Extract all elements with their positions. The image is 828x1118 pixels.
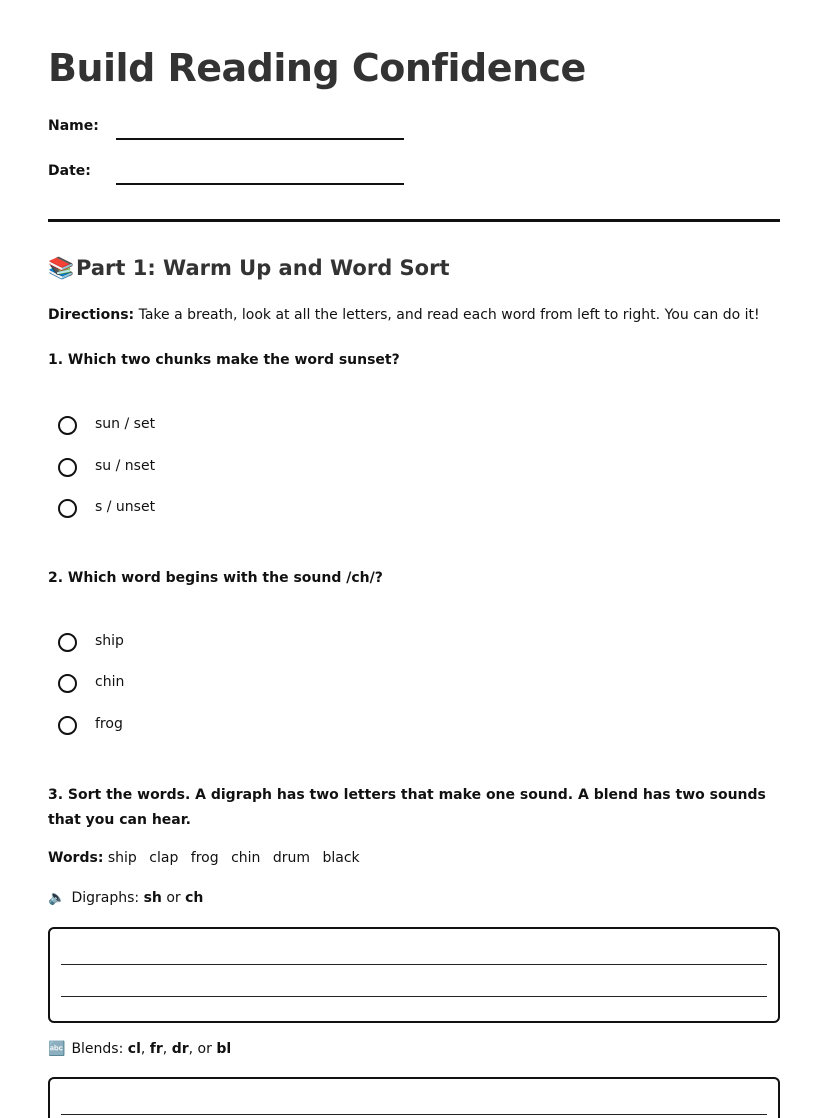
digraphs-answer-box[interactable]	[48, 927, 780, 1023]
header-divider	[48, 219, 780, 222]
blends-answer-box[interactable]	[48, 1077, 780, 1118]
q1-option-1[interactable]	[58, 415, 358, 441]
radio-button[interactable]	[58, 416, 77, 435]
digraphs-prompt	[48, 890, 203, 906]
blend-separator: ,	[140, 1041, 150, 1057]
blend-separator: , or	[188, 1041, 217, 1057]
directions-text: Take a breath, look at all the letters, and read each word from left to right. You can do it!	[134, 307, 760, 323]
blend-fr: fr	[149, 1041, 163, 1057]
option-label: chin	[95, 674, 125, 690]
q2-option-3[interactable]	[58, 715, 358, 741]
radio-button[interactable]	[58, 716, 77, 735]
digraphs-label: Digraphs:	[71, 890, 140, 906]
word-item: chin	[231, 850, 261, 866]
radio-button[interactable]	[58, 674, 77, 693]
write-line	[61, 964, 767, 965]
blends-label: Blends:	[71, 1041, 124, 1057]
option-label: frog	[95, 716, 123, 732]
write-line	[61, 1114, 767, 1115]
blend-separator: ,	[162, 1041, 172, 1057]
date-label: Date:	[48, 163, 91, 179]
digraph-separator: or	[161, 890, 186, 906]
directions	[48, 307, 760, 323]
blends-prompt	[48, 1041, 231, 1057]
blend-bl: bl	[216, 1041, 232, 1057]
date-field[interactable]	[48, 163, 408, 193]
blend-dr: dr	[171, 1041, 189, 1057]
part1-title	[48, 256, 450, 281]
digraph-ch: ch	[185, 890, 204, 906]
word-item: black	[322, 850, 360, 866]
q1-option-2[interactable]	[58, 457, 358, 483]
word-item: ship	[107, 850, 137, 866]
word-item: clap	[149, 850, 179, 866]
q1-option-3[interactable]	[58, 498, 358, 524]
option-label: ship	[95, 633, 124, 649]
radio-button[interactable]	[58, 499, 77, 518]
part1-title-text: Part 1: Warm Up and Word Sort	[76, 256, 450, 280]
word-item: frog	[190, 850, 219, 866]
radio-button[interactable]	[58, 458, 77, 477]
digraph-sh: sh	[143, 890, 162, 906]
name-label: Name:	[48, 118, 99, 134]
radio-button[interactable]	[58, 633, 77, 652]
name-field[interactable]	[48, 118, 408, 148]
word-bank	[48, 850, 368, 866]
date-write-line[interactable]	[116, 183, 404, 185]
abc-icon: 🔤	[48, 1041, 66, 1057]
word-item: drum	[272, 850, 311, 866]
q2-option-2[interactable]	[58, 673, 358, 699]
books-icon: 📚	[48, 256, 75, 280]
words-label: Words:	[48, 850, 104, 866]
option-label: s / unset	[95, 499, 156, 515]
q2-option-1[interactable]	[58, 632, 358, 658]
question-1: 1. Which two chunks make the word sunset?	[48, 352, 400, 368]
option-label: sun / set	[95, 416, 156, 432]
write-line	[61, 996, 767, 997]
page-title: Build Reading Confidence	[48, 46, 586, 90]
option-label: su / nset	[95, 458, 156, 474]
question-2: 2. Which word begins with the sound /ch/?	[48, 570, 383, 586]
directions-label: Directions:	[48, 307, 135, 323]
blend-cl: cl	[127, 1041, 141, 1057]
question-3: 3. Sort the words. A digraph has two letters that make one sound. A blend has two sounds that you can hear.	[48, 787, 766, 828]
name-write-line[interactable]	[116, 138, 404, 140]
speaker-icon: 🔈	[48, 890, 66, 906]
